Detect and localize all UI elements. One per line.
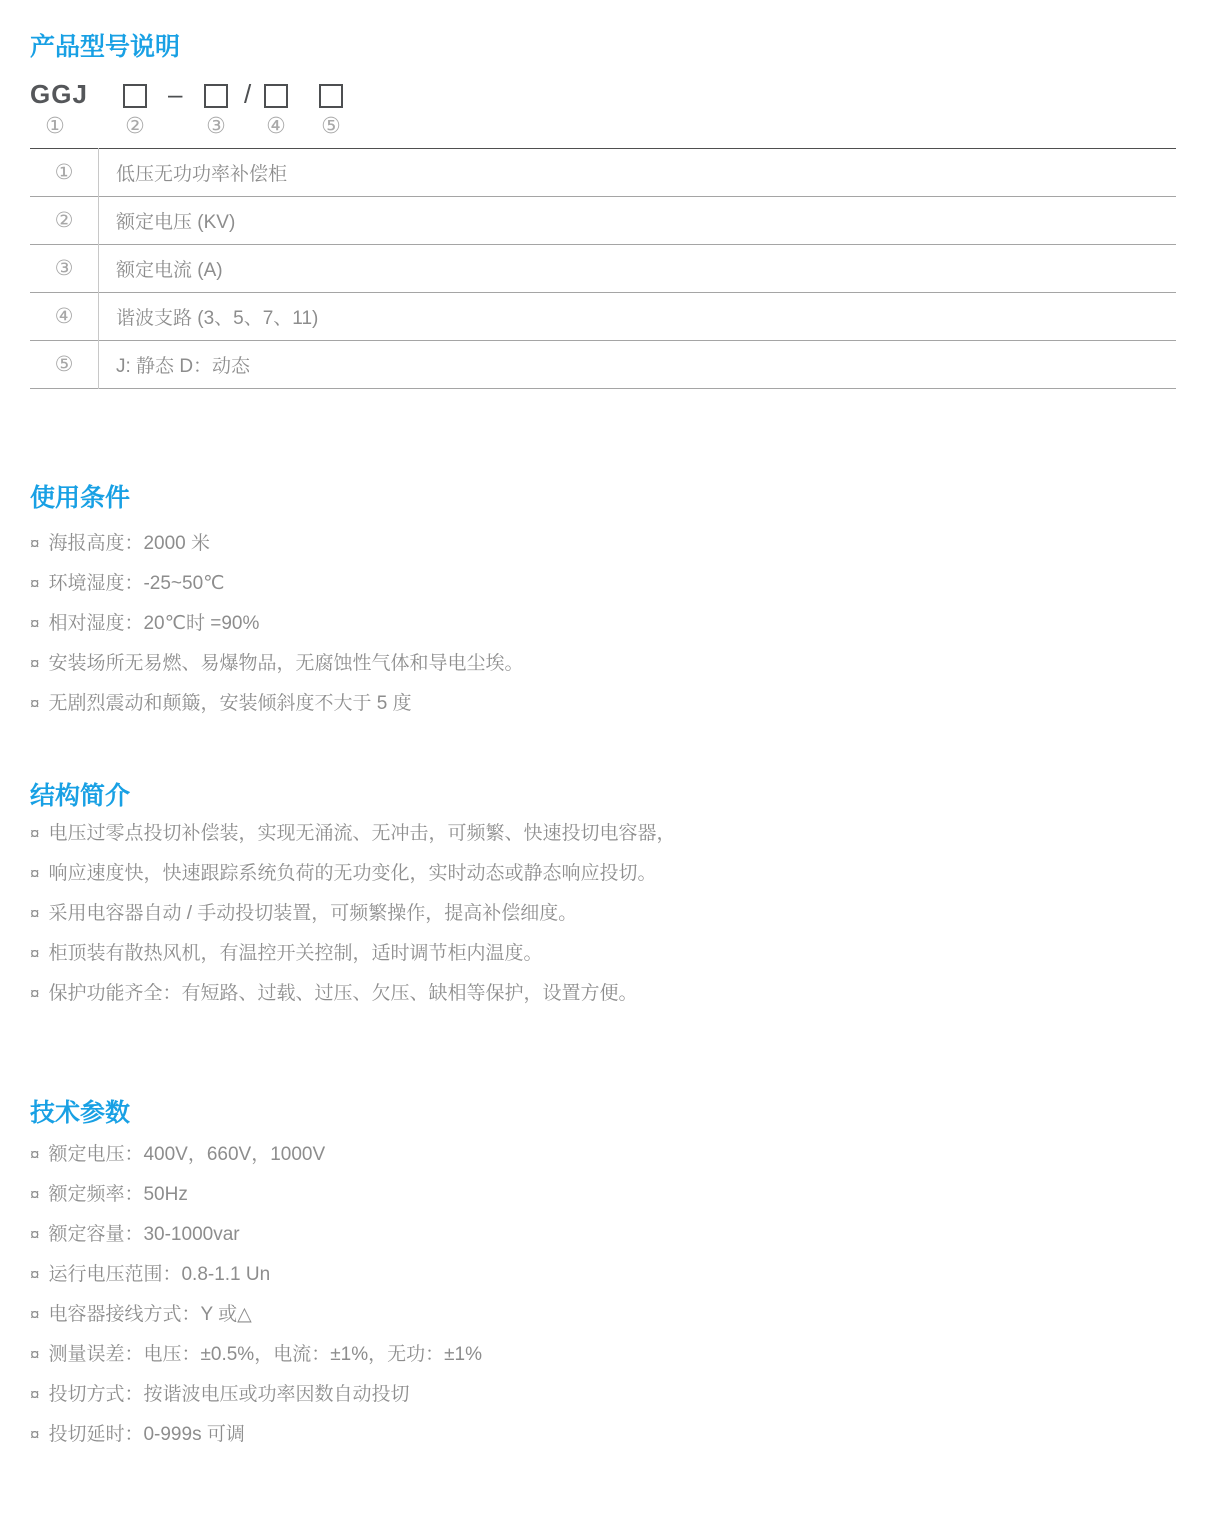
bullet-marker: ¤	[30, 1385, 40, 1404]
row-number: ③	[30, 245, 99, 293]
position-label-1: ①	[45, 113, 65, 138]
list-item	[30, 1145, 1181, 1164]
list-item	[30, 904, 1181, 923]
item-text: 无剧烈震动和颠簸，安装倾斜度不大于 5 度	[48, 693, 412, 714]
dash-separator: –	[168, 79, 183, 109]
row-number: ①	[30, 149, 99, 197]
position-label-3: ③	[206, 113, 226, 138]
section-title-usage: 使用条件	[30, 484, 131, 512]
bullet-marker: ¤	[30, 904, 40, 923]
item-text: 相对湿度：20℃时 =90%	[48, 613, 260, 634]
item-text: 电压过零点投切补偿装，实现无涌流、无冲击，可频繁、快速投切电容器，	[48, 823, 676, 844]
row-description: 低压无功功率补偿柜	[116, 164, 288, 185]
bullet-list	[30, 1145, 1181, 1444]
row-number: ④	[30, 293, 99, 341]
bullet-marker: ¤	[30, 1305, 40, 1324]
bullet-marker: ¤	[30, 864, 40, 883]
list-item	[30, 534, 1181, 553]
section-title-params: 技术参数	[30, 1099, 131, 1127]
model-box-2	[123, 84, 147, 108]
section-structure-intro	[30, 782, 1181, 1003]
model-box-4	[264, 84, 288, 108]
list-item	[30, 1225, 1181, 1244]
position-label-2: ②	[125, 113, 145, 138]
item-text: 安装场所无易燃、易爆物品，无腐蚀性气体和导电尘埃。	[48, 653, 524, 674]
item-text: 投切方式：按谐波电压或功率因数自动投切	[48, 1384, 410, 1405]
row-description: 额定电流 (A)	[116, 260, 223, 281]
section-usage-conditions	[30, 484, 1181, 713]
row-number: ②	[30, 197, 99, 245]
bullet-marker: ¤	[30, 534, 40, 553]
bullet-marker: ¤	[30, 1345, 40, 1364]
table-row	[30, 245, 1176, 293]
list-item	[30, 864, 1181, 883]
list-item	[30, 824, 1181, 843]
item-text: 电容器接线方式：Y 或△	[48, 1304, 252, 1325]
bullet-marker: ¤	[30, 824, 40, 843]
section-technical-parameters	[30, 1099, 1181, 1444]
item-text: 采用电容器自动 / 手动投切装置，可频繁操作，提高补偿细度。	[48, 903, 578, 924]
list-item	[30, 1185, 1181, 1204]
table-row	[30, 197, 1176, 245]
item-text: 保护功能齐全：有短路、过载、过压、欠压、缺相等保护，设置方便。	[48, 983, 638, 1004]
list-item	[30, 984, 1181, 1003]
list-item	[30, 694, 1181, 713]
bullet-marker: ¤	[30, 1145, 40, 1164]
list-item	[30, 1305, 1181, 1324]
bullet-marker: ¤	[30, 984, 40, 1003]
item-text: 响应速度快，快速跟踪系统负荷的无功变化，实时动态或静态响应投切。	[48, 863, 657, 884]
table-row	[30, 341, 1176, 389]
list-item	[30, 1385, 1181, 1404]
bullet-marker: ¤	[30, 654, 40, 673]
list-item	[30, 1425, 1181, 1444]
item-text: 额定电压：400V，660V，1000V	[48, 1144, 326, 1165]
row-number: ⑤	[30, 341, 99, 389]
list-item	[30, 654, 1181, 673]
model-position-labels	[30, 114, 1181, 140]
list-item	[30, 614, 1181, 633]
bullet-marker: ¤	[30, 694, 40, 713]
model-box-3	[204, 84, 228, 108]
item-text: 测量误差：电压：±0.5%，电流：±1%，无功：±1%	[48, 1344, 482, 1365]
item-text: 投切延时：0-999s 可调	[48, 1424, 245, 1445]
table-row	[30, 149, 1176, 197]
model-box-5	[319, 84, 343, 108]
item-text: 柜顶装有散热风机，有温控开关控制，适时调节柜内温度。	[48, 943, 543, 964]
list-item	[30, 1265, 1181, 1284]
item-text: 海报高度：2000 米	[48, 533, 211, 554]
model-formula	[30, 80, 1181, 112]
slash-separator: /	[244, 79, 252, 109]
bullet-list	[30, 824, 1181, 1003]
section-title-model: 产品型号说明	[30, 33, 181, 61]
row-description: J: 静态 D：动态	[116, 356, 251, 377]
row-description: 额定电压 (KV)	[116, 212, 236, 233]
position-label-5: ⑤	[321, 113, 341, 138]
list-item	[30, 944, 1181, 963]
bullet-marker: ¤	[30, 1225, 40, 1244]
bullet-marker: ¤	[30, 614, 40, 633]
position-label-4: ④	[266, 113, 286, 138]
list-item	[30, 1345, 1181, 1364]
bullet-marker: ¤	[30, 1265, 40, 1284]
item-text: 环境湿度：-25~50℃	[48, 573, 225, 594]
row-description: 谐波支路 (3、5、7、11)	[116, 308, 319, 329]
section-title-structure: 结构简介	[30, 782, 131, 810]
bullet-marker: ¤	[30, 1425, 40, 1444]
model-spec-table	[30, 148, 1176, 389]
list-item	[30, 574, 1181, 593]
bullet-marker: ¤	[30, 574, 40, 593]
section-model-designation	[30, 33, 1181, 389]
table-row	[30, 293, 1176, 341]
item-text: 运行电压范围：0.8-1.1 Un	[48, 1264, 271, 1285]
item-text: 额定频率：50Hz	[48, 1184, 188, 1205]
bullet-marker: ¤	[30, 944, 40, 963]
bullet-list	[30, 534, 1181, 713]
item-text: 额定容量：30-1000var	[48, 1224, 240, 1245]
bullet-marker: ¤	[30, 1185, 40, 1204]
model-code: GGJ	[30, 79, 88, 109]
